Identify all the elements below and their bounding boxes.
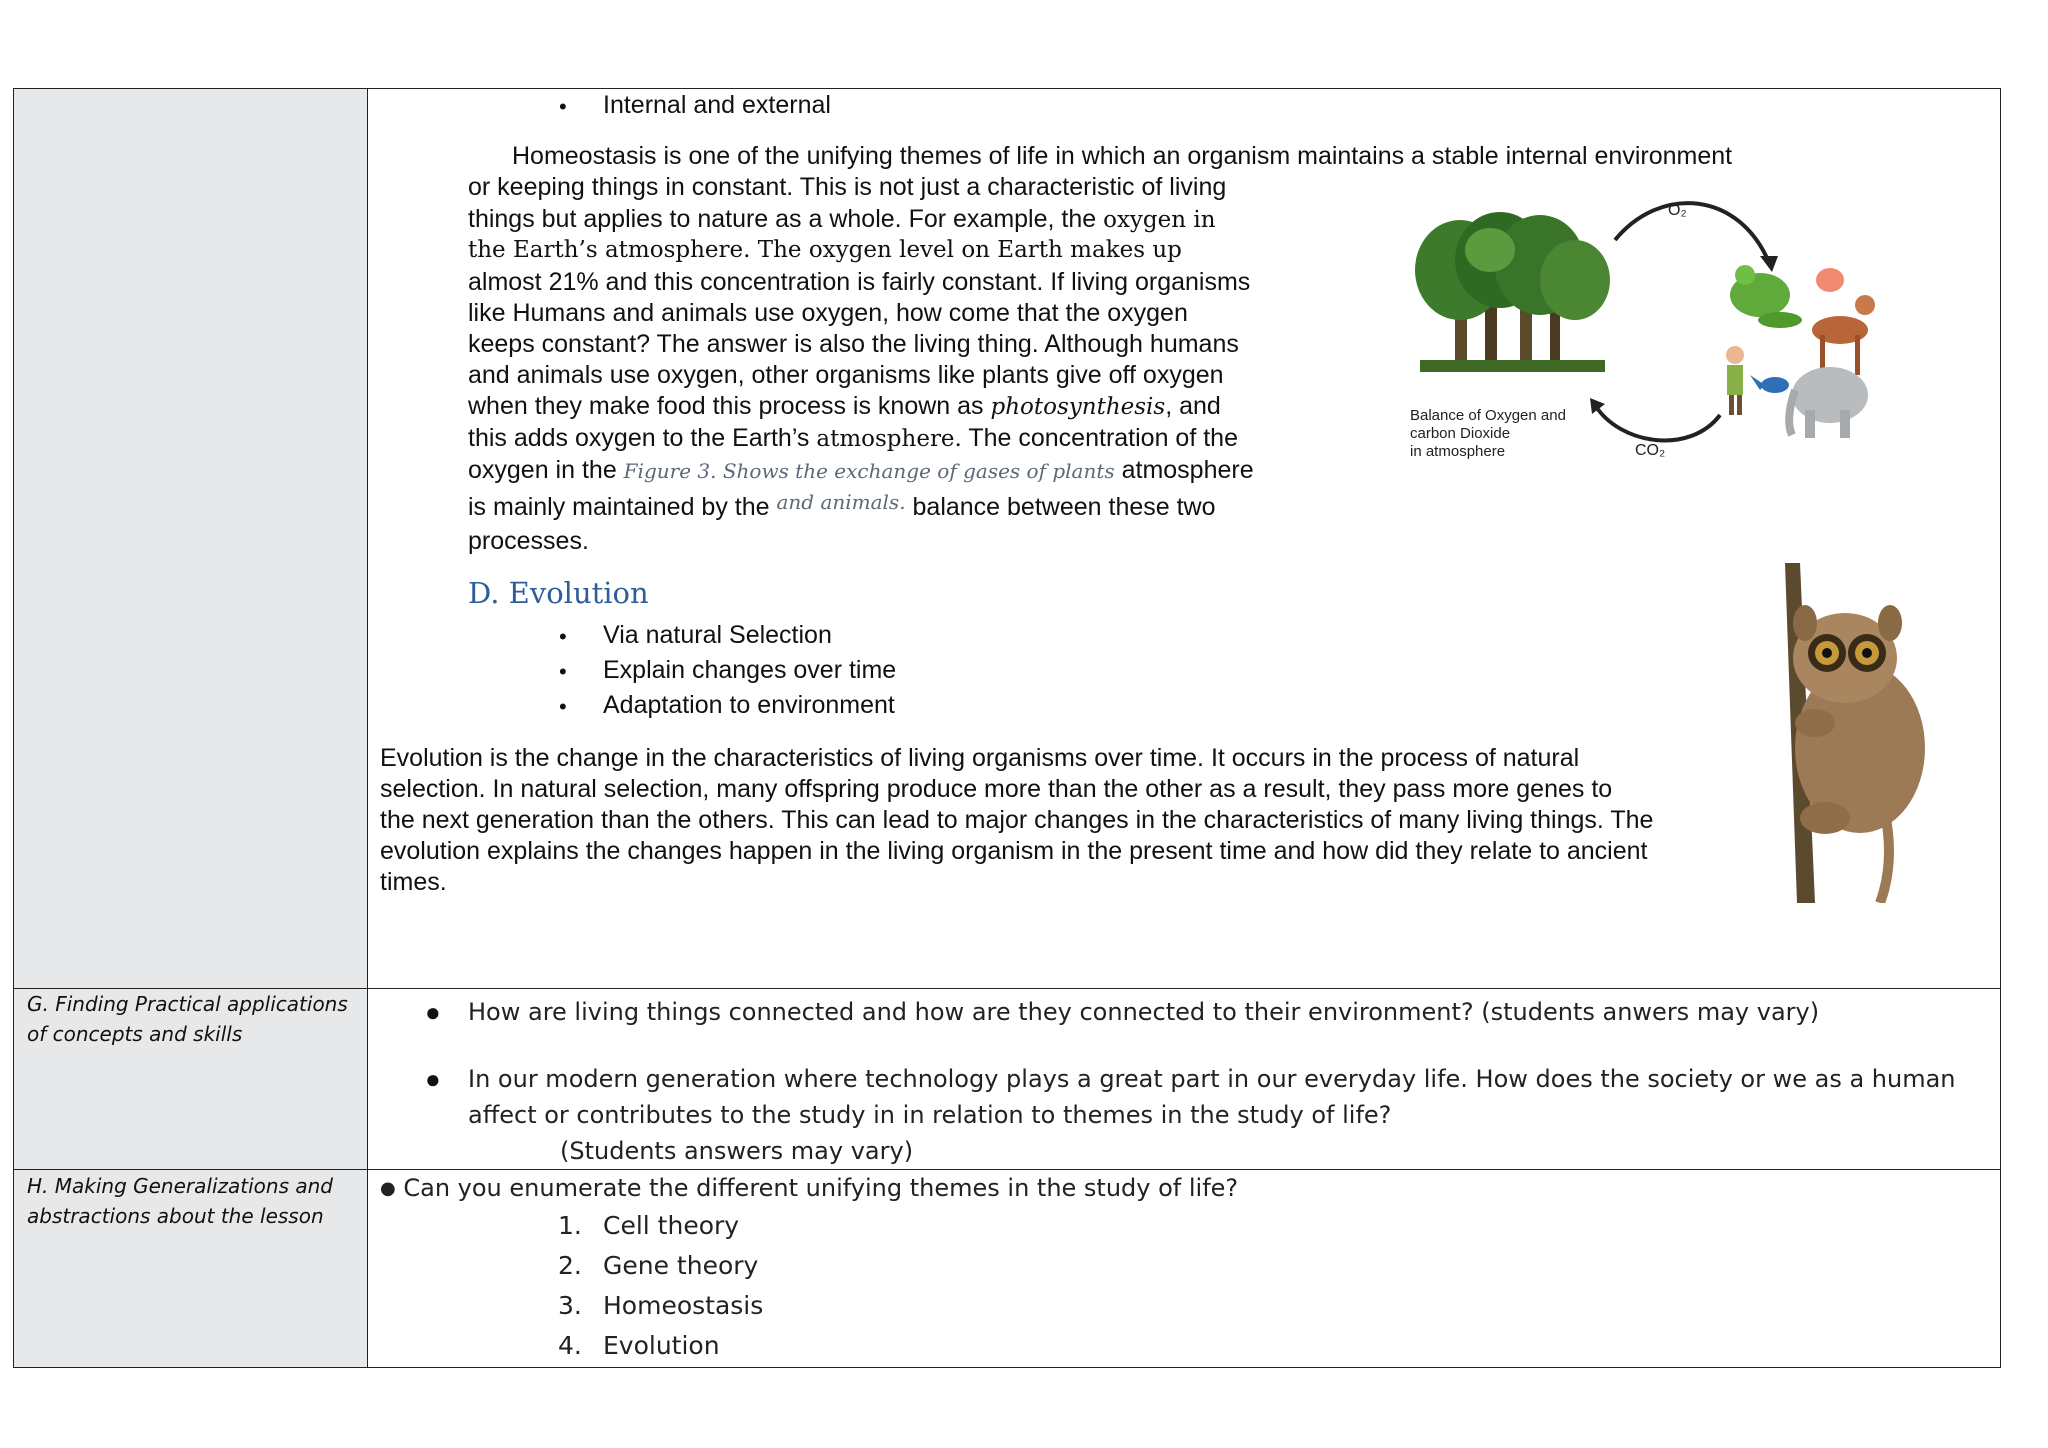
bullet-dot: • bbox=[559, 694, 567, 719]
theme-item-1: Cell theory bbox=[603, 1211, 740, 1240]
tarsier-image bbox=[1755, 563, 1940, 903]
homeostasis-line-1: Homeostasis is one of the unifying themes of life in which an organism maintains a stable internal environment bbox=[512, 142, 1733, 170]
evolution-para-line-3: the next generation than the others. This can lead to major changes in the characteristics of many living things. The bbox=[380, 806, 1654, 834]
homeostasis-line-11: oxygen in the Figure 3. Shows the exchange of gases of plants atmosphere bbox=[468, 456, 1254, 484]
gas-exchange-figure bbox=[1400, 190, 1890, 480]
theme-number-3: 3. bbox=[558, 1291, 582, 1320]
row-h-question: ● Can you enumerate the different unifying themes in the study of life? bbox=[380, 1174, 1239, 1202]
evolution-bullet-3: Adaptation to environment bbox=[603, 691, 895, 719]
bullet-dot: ● bbox=[425, 997, 441, 1027]
evolution-para-line-2: selection. In natural selection, many offspring produce more than the other as a result, they pass more genes to bbox=[380, 775, 1613, 803]
evolution-para-line-4: evolution explains the changes happen in the living organism in the present time and how did they relate to ancient bbox=[380, 837, 1648, 865]
row-divider bbox=[13, 1169, 2001, 1170]
homeostasis-line-12: is mainly maintained by the $^{and animals.}$ balance between these two bbox=[468, 490, 1216, 521]
homeostasis-line-13: processes. bbox=[468, 527, 589, 555]
homeostasis-line-10: this adds oxygen to the Earth’s atmosphere. The concentration of the bbox=[468, 424, 1238, 452]
row-g-label-1: G. Finding Practical applications bbox=[27, 992, 348, 1016]
bullet-dot: ● bbox=[380, 1178, 396, 1199]
homeostasis-line-3: things but applies to nature as a whole. For example, the oxygen in bbox=[468, 205, 1216, 233]
o2-label: O₂ bbox=[1668, 202, 1687, 219]
evolution-bullet-1: Via natural Selection bbox=[603, 621, 832, 649]
row-h-label-1: H. Making Generalizations and bbox=[27, 1174, 333, 1198]
homeostasis-line-7: keeps constant? The answer is also the living thing. Although humans bbox=[468, 330, 1239, 358]
trees-illustration bbox=[1415, 212, 1610, 372]
row-g-question-1: How are living things connected and how are they connected to their environment? (students anwers may vary) bbox=[468, 998, 1820, 1026]
evolution-para-line-1: Evolution is the change in the characteristics of living organisms over time. It occurs in the process of natural bbox=[380, 744, 1580, 772]
theme-item-3: Homeostasis bbox=[603, 1291, 764, 1320]
row-g-question-2-line-1: In our modern generation where technology plays a great part in our everyday life. How does the society or we as a human bbox=[468, 1065, 1956, 1093]
jellyfish-illustration bbox=[1816, 268, 1844, 292]
bullet-dot: • bbox=[559, 659, 567, 684]
theme-item-4: Evolution bbox=[603, 1331, 720, 1360]
row-h-label-2: abstractions about the lesson bbox=[27, 1204, 324, 1228]
deer-illustration bbox=[1812, 295, 1875, 375]
balance-label-3: in atmosphere bbox=[1410, 443, 1506, 460]
figure-caption-part1: Figure 3. Shows the exchange of gases of plants bbox=[623, 459, 1115, 483]
homeostasis-line-2: or keeping things in constant. This is not just a characteristic of living bbox=[468, 173, 1227, 201]
bullet-dot: • bbox=[559, 94, 567, 119]
bullet-dot: • bbox=[559, 624, 567, 649]
bird-illustration bbox=[1750, 375, 1789, 393]
row-g-note: (Students answers may vary) bbox=[560, 1137, 914, 1165]
evolution-bullet-2: Explain changes over time bbox=[603, 656, 897, 684]
bullet-internal-external: Internal and external bbox=[603, 91, 831, 119]
homeostasis-line-4: the Earth’s atmosphere. The oxygen level on Earth makes up bbox=[468, 237, 1182, 263]
child-illustration bbox=[1726, 346, 1744, 415]
homeostasis-line-6: like Humans and animals use oxygen, how come that the oxygen bbox=[468, 299, 1188, 327]
homeostasis-line-9: when they make food this process is known as photosynthesis, and bbox=[468, 392, 1221, 420]
elephant-illustration bbox=[1789, 367, 1868, 438]
evolution-heading: D. Evolution bbox=[468, 576, 649, 610]
row-g-question-2-line-2: affect or contributes to the study in in relation to themes in the study of life? bbox=[468, 1101, 1392, 1129]
theme-number-4: 4. bbox=[558, 1331, 582, 1360]
co2-label: CO₂ bbox=[1635, 442, 1666, 459]
row-g-label-2: of concepts and skills bbox=[27, 1022, 243, 1046]
homeostasis-line-8: and animals use oxygen, other organisms like plants give off oxygen bbox=[468, 361, 1224, 389]
balance-label-2: carbon Dioxide bbox=[1410, 425, 1511, 442]
evolution-para-line-5: times. bbox=[380, 868, 447, 896]
theme-item-2: Gene theory bbox=[603, 1251, 759, 1280]
frog-illustration bbox=[1730, 265, 1802, 328]
balance-label-1: Balance of Oxygen and bbox=[1410, 407, 1566, 424]
bullet-dot: ● bbox=[425, 1064, 441, 1094]
theme-number-2: 2. bbox=[558, 1251, 582, 1280]
figure-caption-part2: and animals. bbox=[776, 490, 906, 514]
homeostasis-line-5: almost 21% and this concentration is fairly constant. If living organisms bbox=[468, 268, 1251, 296]
theme-number-1: 1. bbox=[558, 1211, 582, 1240]
